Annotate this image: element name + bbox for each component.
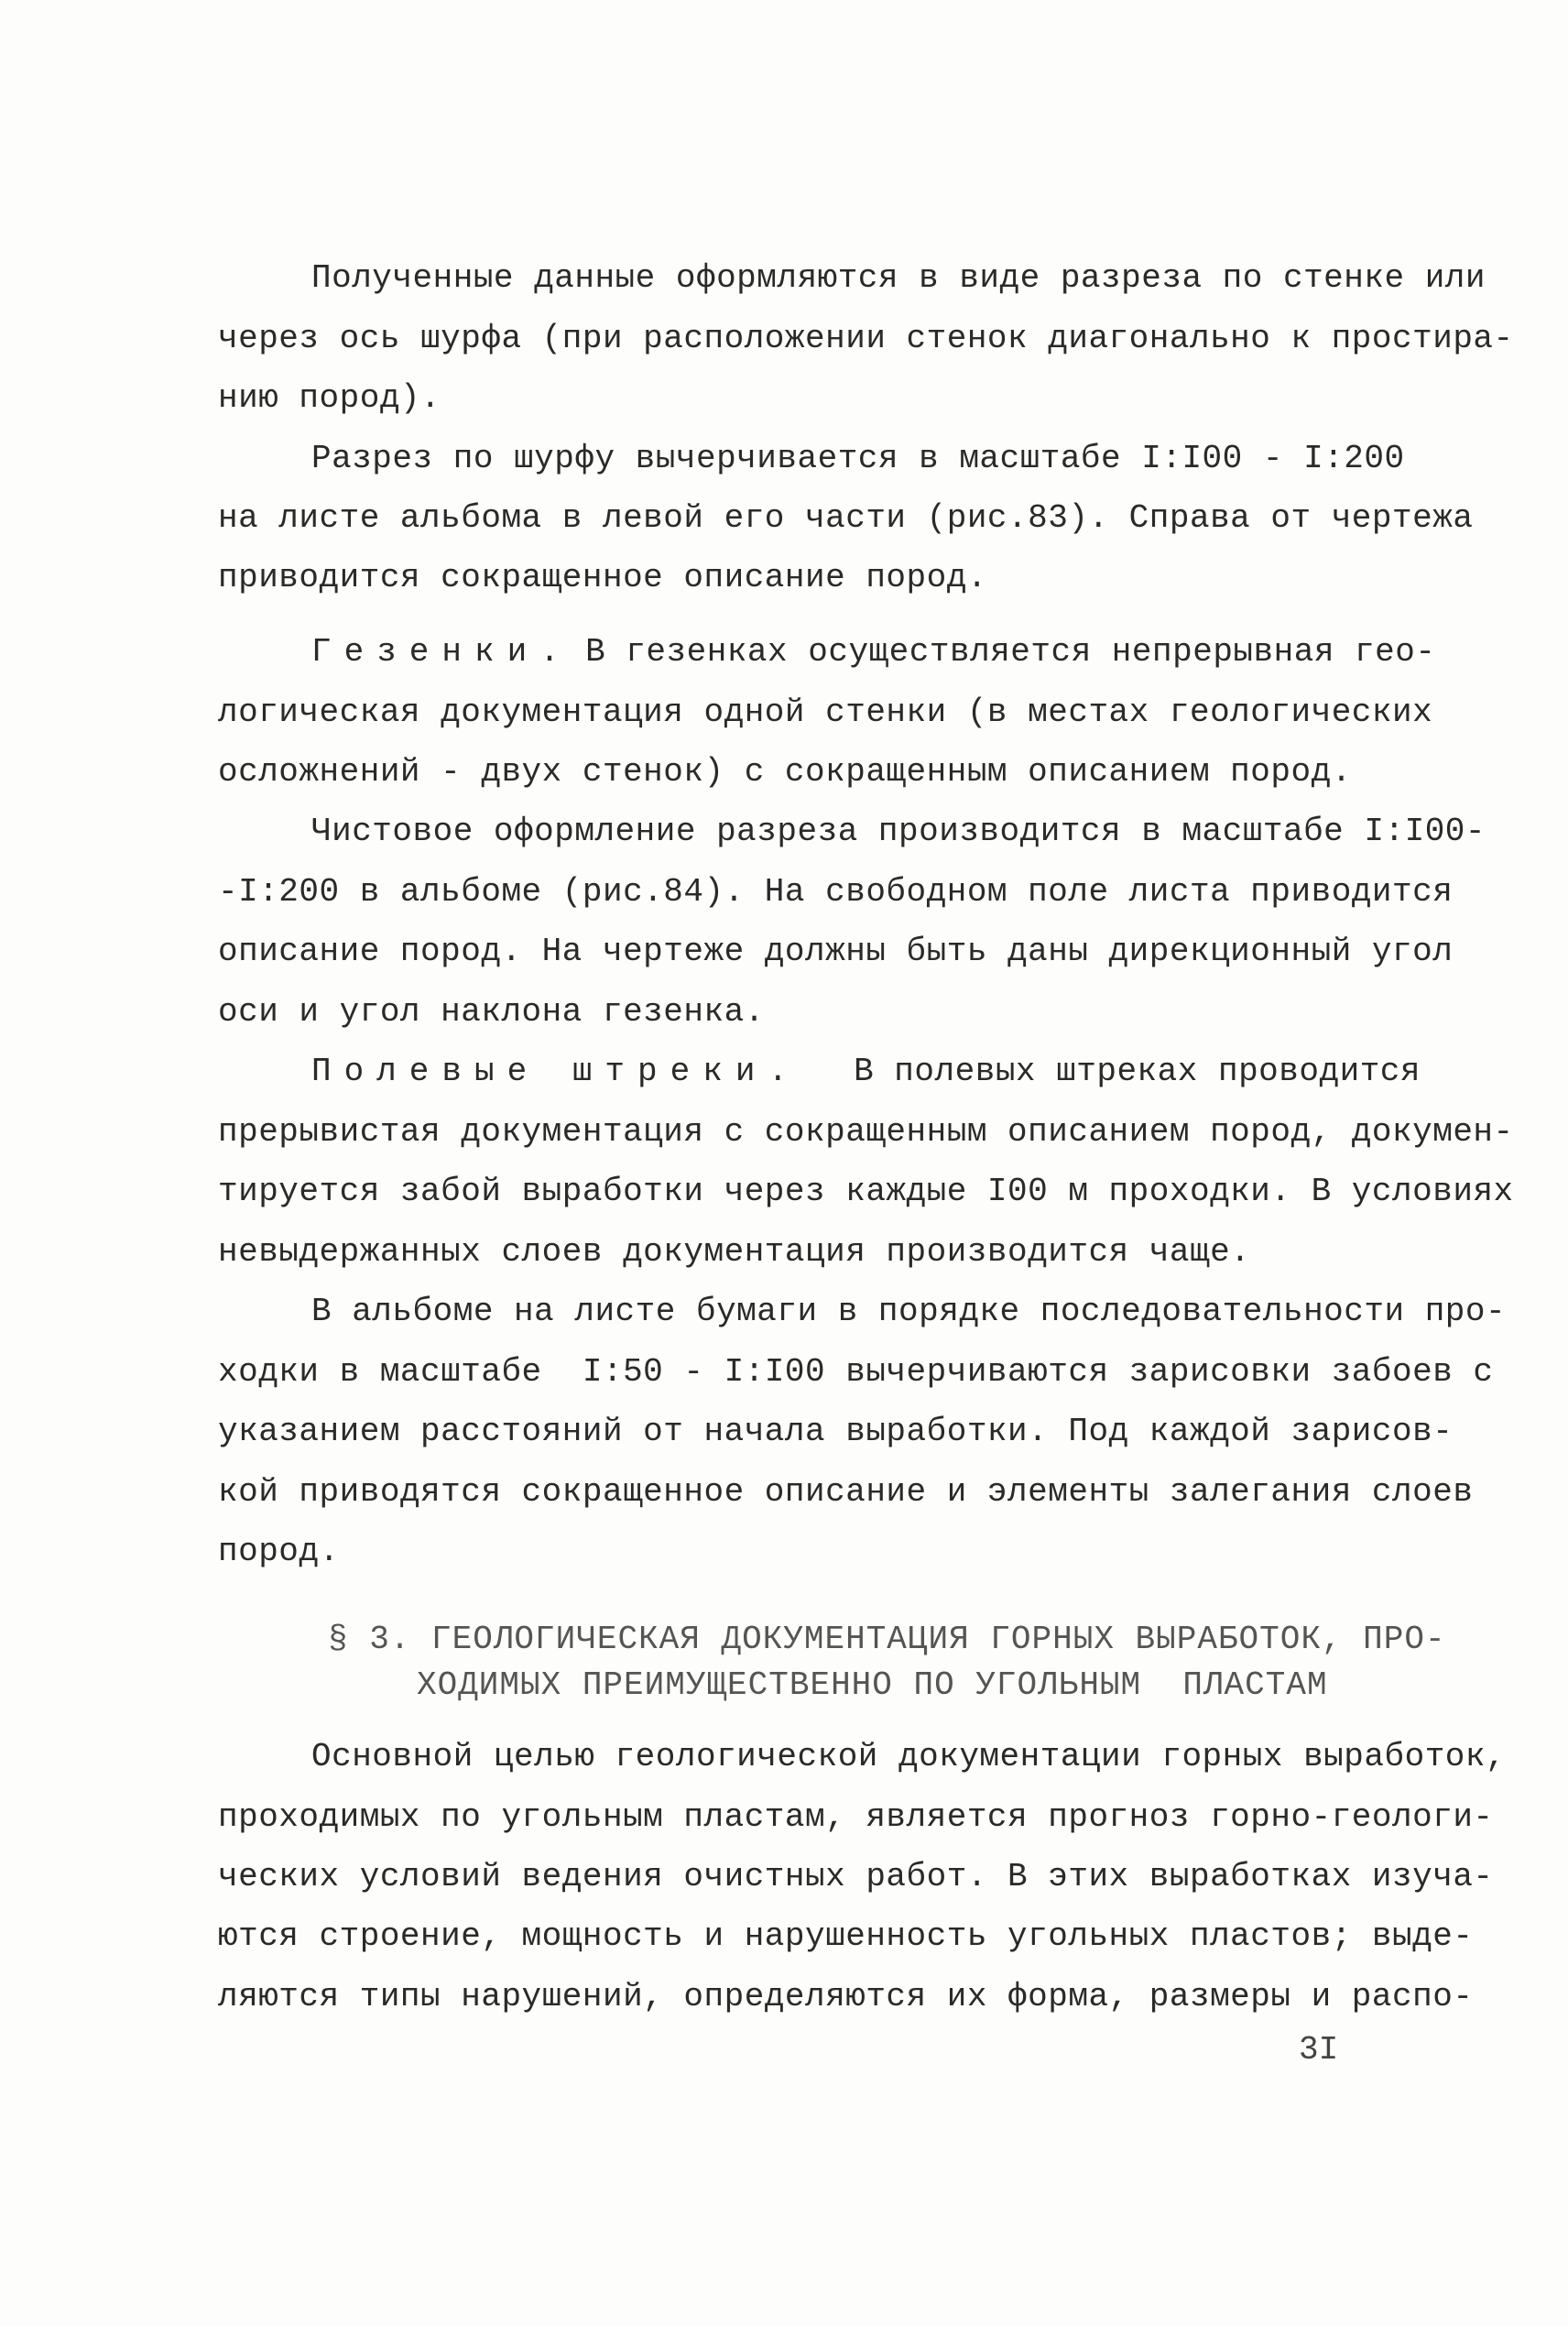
- text-line: Чистовое оформление разреза производится в масштабе I:I00-: [311, 813, 1486, 850]
- text-line: -I:200 в альбоме (рис.84). На свободном поле листа приводится: [218, 873, 1454, 911]
- text-line: Основной целью геологической документации горных выработок,: [311, 1738, 1507, 1775]
- text-line: ются строение, мощность и нарушенность угольных пластов; выде-: [218, 1917, 1474, 1955]
- text-line: Разрез по шурфу вычерчивается в масштабе I:I00 - I:200: [311, 440, 1405, 477]
- text-line: кой приводятся сокращенное описание и элементы залегания слоев: [218, 1473, 1474, 1511]
- section-heading: ХОДИМЫХ ПРЕИМУЩЕСТВЕННО ПО УГОЛЬНЫМ ПЛАСТАМ: [417, 1666, 1328, 1704]
- text-line: ческих условий ведения очистных работ. В этих выработках изуча-: [218, 1858, 1494, 1895]
- text-line: логическая документация одной стенки (в местах геологических: [218, 693, 1433, 731]
- text-line: В гезенках осуществляется непрерывная гео-: [565, 633, 1436, 671]
- text-line: описание пород. На чертеже должны быть даны дирекционный угол: [218, 933, 1454, 970]
- text-line: ляются типы нарушений, определяются их форма, размеры и распо-: [218, 1978, 1474, 2015]
- section-term: Полевые штреки.: [311, 1053, 801, 1090]
- text-line: нию пород).: [218, 379, 441, 417]
- text-line: на листе альбома в левой его части (рис.83). Справа от чертежа: [218, 499, 1474, 537]
- text-line: пород.: [218, 1533, 340, 1570]
- text-line: оси и угол наклона гезенка.: [218, 993, 765, 1031]
- page-number: 3I: [1299, 2031, 1339, 2069]
- section-term: Гезенки.: [311, 633, 572, 671]
- text-line: тируется забой выработки через каждые I00 м проходки. В условиях: [218, 1173, 1514, 1210]
- text-line: осложнений - двух стенок) с сокращенным описанием пород.: [218, 753, 1352, 791]
- text-line: невыдержанных слоев документация производится чаще.: [218, 1233, 1251, 1271]
- text-line: В полевых штреках проводится: [833, 1053, 1421, 1090]
- text-line: указанием расстояний от начала выработки. Под каждой зарисов-: [218, 1413, 1454, 1450]
- text-line: проходимых по угольным пластам, является прогноз горно-геологи-: [218, 1798, 1494, 1836]
- text-line: прерывистая документация с сокращенным описанием пород, докумен-: [218, 1113, 1514, 1151]
- text-line: В альбоме на листе бумаги в порядке последовательности про-: [311, 1293, 1507, 1330]
- section-heading: § 3. ГЕОЛОГИЧЕСКАЯ ДОКУМЕНТАЦИЯ ГОРНЫХ ВЫРАБОТОК, ПРО-: [328, 1621, 1446, 1658]
- text-line: приводится сокращенное описание пород.: [218, 559, 987, 596]
- text-line: ходки в масштабе I:50 - I:I00 вычерчиваются зарисовки забоев с: [218, 1353, 1494, 1391]
- text-line: Полученные данные оформляются в виде разреза по стенке или: [311, 259, 1486, 297]
- text-line: через ось шурфа (при расположении стенок диагонально к простира-: [218, 320, 1514, 357]
